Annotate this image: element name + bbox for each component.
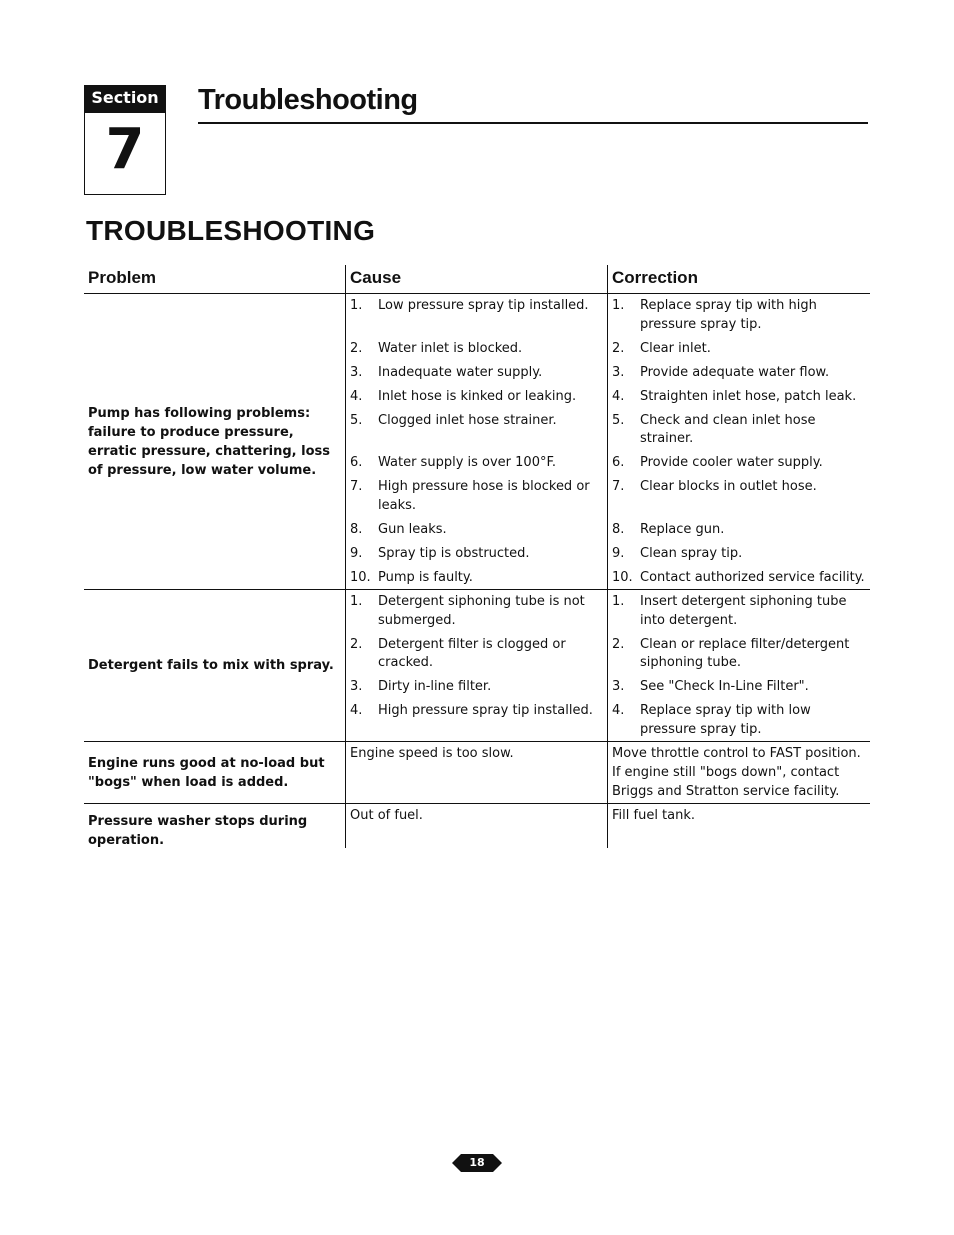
correction-cell: Fill fuel tank.	[607, 804, 870, 848]
header-problem: Problem	[88, 268, 157, 287]
table-row	[84, 590, 870, 742]
list-item: 2. Detergent filter is clogged or cracked.	[350, 636, 566, 670]
page-number-badge	[452, 1151, 502, 1175]
list-item: 6. Provide cooler water supply.	[612, 455, 823, 470]
list-item: 5. Check and clean inlet hose strainer.	[612, 412, 816, 446]
cause-cell: Out of fuel.	[345, 804, 607, 848]
list-item: 1. Low pressure spray tip installed.	[350, 298, 589, 313]
list-item: 3. Provide adequate water flow.	[612, 364, 830, 380]
chapter-title: Troubleshooting	[198, 84, 418, 116]
list-item: 3. Inadequate water supply.	[350, 364, 543, 380]
table-header	[84, 265, 870, 294]
list-item: 10. Pump is faulty.	[350, 569, 473, 585]
list-item: 8. Gun leaks.	[350, 521, 447, 537]
problem-cell: Pressure washer stops during operation.	[88, 814, 308, 849]
list-item: 4. Replace spray tip with low pressure spray tip.	[612, 703, 811, 737]
list-item: 1. Detergent siphoning tube is not submerged.	[350, 594, 585, 628]
list-item: 3. Dirty in-line filter.	[350, 679, 492, 694]
table-row	[84, 294, 870, 590]
section-label: Section	[85, 86, 165, 113]
list-item: 10. Contact authorized service facility.	[612, 569, 865, 585]
correction-list	[612, 297, 866, 587]
problem-cell: Detergent fails to mix with spray.	[88, 658, 334, 673]
problem-cell: Pump has following problems: failure to produce pressure, erratic pressure, chattering, loss of pressure, low water volume.	[88, 405, 331, 478]
header-cause: Cause	[345, 265, 607, 293]
list-item: 9. Spray tip is obstructed.	[350, 545, 530, 561]
list-item: 5. Clogged inlet hose strainer.	[350, 412, 557, 428]
troubleshooting-table	[84, 265, 870, 848]
cause-cell: Engine speed is too slow.	[345, 742, 607, 803]
list-item: 6. Water supply is over 100°F.	[350, 455, 556, 470]
correction-cell	[607, 590, 870, 741]
correction-list	[612, 593, 866, 739]
list-item: 7. Clear blocks in outlet hose.	[612, 479, 817, 494]
list-item: 3. See "Check In-Line Filter".	[612, 679, 809, 694]
list-item: 1. Replace spray tip with high pressure spray tip.	[612, 298, 817, 332]
list-item: 7. High pressure hose is blocked or leaks.	[350, 479, 590, 513]
header-correction: Correction	[607, 265, 870, 293]
cause-list	[350, 297, 603, 587]
page-number: 18	[469, 1156, 485, 1169]
cause-cell	[345, 294, 607, 589]
list-item: 2. Clear inlet.	[612, 340, 711, 356]
problem-cell: Engine runs good at no-load but "bogs" when load is added.	[88, 755, 325, 790]
list-item: 2. Clean or replace filter/detergent siphoning tube.	[612, 636, 850, 670]
table-row	[84, 742, 870, 804]
list-item: 9. Clean spray tip.	[612, 545, 743, 561]
list-item: 2. Water inlet is blocked.	[350, 340, 523, 356]
list-item: 8. Replace gun.	[612, 521, 725, 537]
header-rule	[198, 122, 868, 124]
list-item: 4. Inlet hose is kinked or leaking.	[350, 388, 577, 404]
section-number: 7	[105, 117, 145, 182]
table-row	[84, 804, 870, 848]
correction-cell	[607, 294, 870, 589]
correction-cell: Move throttle control to FAST position. If engine still "bogs down", contact Briggs and Stratton service facility.	[607, 742, 870, 803]
cause-list	[350, 593, 603, 721]
cause-cell	[345, 590, 607, 741]
list-item: 1. Insert detergent siphoning tube into detergent.	[612, 594, 847, 628]
list-item: 4. Straighten inlet hose, patch leak.	[612, 388, 857, 404]
page-heading: TROUBLESHOOTING	[86, 215, 376, 246]
list-item: 4. High pressure spray tip installed.	[350, 703, 593, 718]
section-badge	[84, 85, 166, 195]
